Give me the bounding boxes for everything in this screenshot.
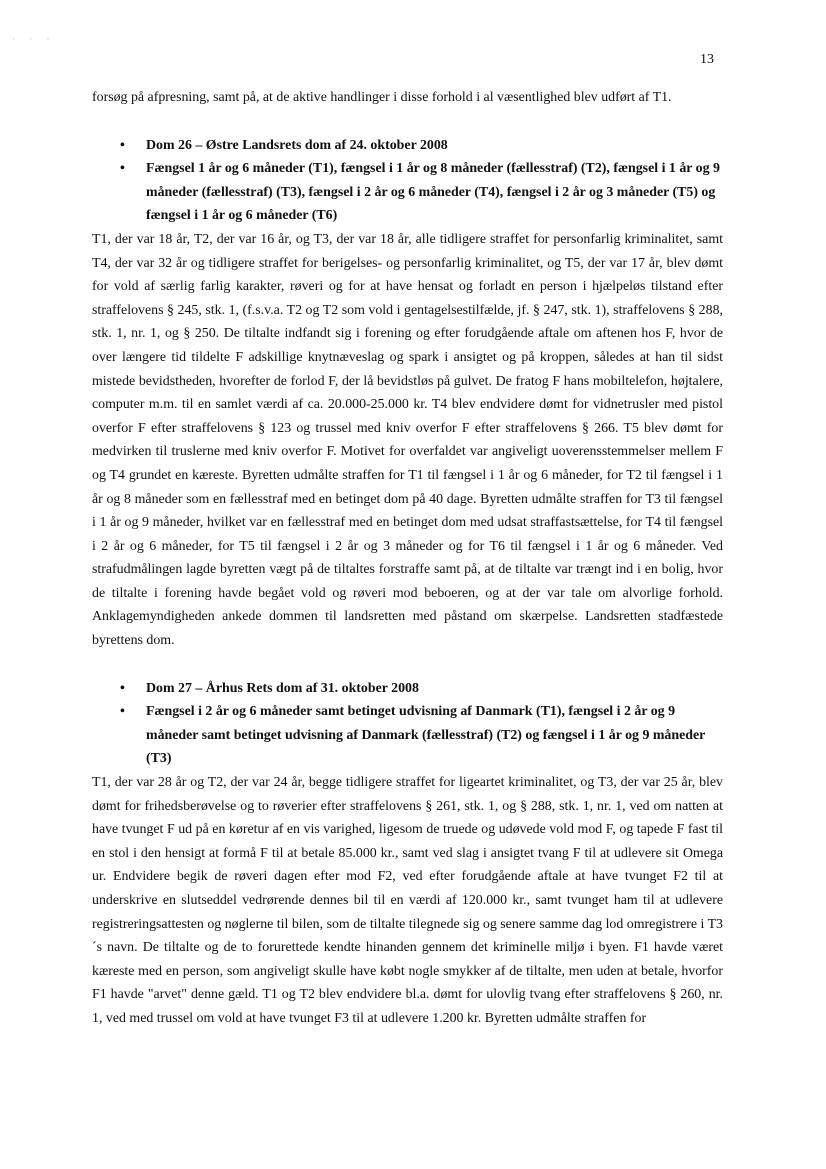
case-26-bullets (92, 134, 723, 228)
case-27-title (92, 677, 723, 701)
document-body (92, 86, 723, 1031)
case-26-sentence-text: Fængsel 1 år og 6 måneder (T1), fængsel i 1 år og 8 måneder (fællesstraf) (T2), fængsel i 1 år og 9 måneder (fællesstraf) (T3), fængsel i 2 år og 6 måneder (T4), fængsel i 2 år og 3 måneder (T5) og fængsel i 1 år og 6 måneder (T6) (146, 161, 720, 224)
case-27-sentence-text: Fængsel i 2 år og 6 måneder samt betinget udvisning af Danmark (T1), fængsel i 2 år og 9 måneder samt betinget udvisning af Danmark (fællesstraf) (T2) og fængsel i 1 år og 9 måneder (T3) (146, 704, 706, 767)
case-26-body: T1, der var 18 år, T2, der var 16 år, og T3, der var 18 år, alle tidligere straffet for personfarlig kriminalitet, samt T4, der var 32 år og tidligere straffet for berigelses- og personfarlig kriminalitet, og T5, der var 17 år, blev dømt for vold af særlig farlig karakter, røveri og for at have hensat og forladt en person i hjælpeløs tilstand efter straffelovens § 245, stk. 1, (f.s.v.a. T2 og T2 som vold i gentagelsestilfælde, jf. § 247, stk. 1), straffelovens § 288, stk. 1, nr. 1, og § 250. De tiltalte indfandt sig i forening og efter forudgående aftale om aftenen hos F, hvor de over længere tid tildelte F adskillige knytnæveslag og spark i ansigtet og på kroppen, således at han til sidst mistede bevidstheden, hvorefter de forlod F, der lå bevidstløs på gulvet. De fratog F hans mobiltelefon, højtalere, computer m.m. til en samlet værdi af ca. 20.000-25.000 kr. T4 blev endvidere dømt for vidnetrusler med pistol overfor F efter straffelovens § 123 og trussel med kniv overfor F efter straffelovens § 266. T5 blev dømt for medvirken til truslerne med kniv overfor F. Motivet for overfaldet var angiveligt uoverensstemmelser mellem F og T4 grundet en kæreste. Byretten udmålte straffen for T1 til fængsel i 1 år og 6 måneder, for T2 til fængsel i 1 år og 8 måneder som en fællesstraf med en betinget dom på 40 dage. Byretten udmålte straffen for T3 til fængsel i 1 år og 9 måneder, hvilket var en fællesstraf med en betinget dom med udsat straffastsættelse, for T4 til fængsel i 2 år og 6 måneder, for T5 til fængsel i 2 år og 3 måneder og for T6 til fængsel i 1 år og 6 måneder. Ved strafudmålingen lagde byretten vægt på de tiltaltes forstraffe samt på, at de tiltalte var trængt ind i en bolig, hvor de tiltalte i forening havde begået vold og røveri mod beboeren, og at der var tale om alvorlige forhold. Anklagemyndigheden ankede dommen til landsretten med påstand om skærpelse. Landsretten stadfæstede byrettens dom. (92, 231, 723, 649)
case-26-title-text: Dom 26 – Østre Landsrets dom af 24. oktober 2008 (146, 137, 448, 153)
bullet-icon: • (120, 704, 125, 720)
case-27-title-text: Dom 27 – Århus Rets dom af 31. oktober 2008 (146, 680, 419, 696)
case-26-sentence (92, 157, 723, 228)
bullet-icon: • (120, 137, 125, 153)
page-number: 13 (700, 52, 714, 67)
spacer (92, 110, 723, 134)
case-26-title (92, 134, 723, 158)
case-27-bullets (92, 677, 723, 771)
bullet-icon: • (120, 161, 125, 177)
scan-artifact: · · · (12, 34, 56, 44)
case-27-body: T1, der var 28 år og T2, der var 24 år, begge tidligere straffet for ligeartet kriminalitet, og T3, der var 25 år, blev dømt for frihedsberøvelse og to røverier efter straffelovens § 261, stk. 1, og § 288, stk. 1, nr. 1, ved om natten at have tvunget F ud på en køretur af en vis varighed, ligesom de truede og udøvede vold mod F, og tapede F fast til en stol i den hensigt at formå F til at betale 85.000 kr., samt ved slag i ansigtet tvang F til at udlevere sit Omega ur. Endvidere begik de røveri dagen efter mod F2, ved efter forudgående aftale at have tvunget F2 til at underskrive en slutseddel vedrørende dennes bil til en værdi af 120.000 kr., samt tvunget ham til at udlevere registreringsattesten og nøglerne til bilen, som de tiltalte tilegnede sig og senere samme dag lod omregistrere i T3´s navn. De tiltalte og de to forurettede kendte hinanden gennem det kriminelle miljø i byen. F1 havde været kæreste med en person, som angiveligt skulle have købt nogle smykker af de tiltalte, men uden at betale, hvorfor F1 havde "arvet" denne gæld. T1 og T2 blev endvidere bl.a. dømt for ulovlig tvang efter straffelovens § 260, nr. 1, ved med trussel om vold at have tvunget F3 til at udlevere 1.200 kr. Byretten udmålte straffen for (92, 775, 723, 1026)
bullet-icon: • (120, 680, 125, 696)
intro-paragraph: forsøg på afpresning, samt på, at de aktive handlinger i disse forhold i al væsentlighed blev udført af T1. (92, 90, 672, 105)
case-27-sentence (92, 700, 723, 771)
spacer (92, 653, 723, 677)
